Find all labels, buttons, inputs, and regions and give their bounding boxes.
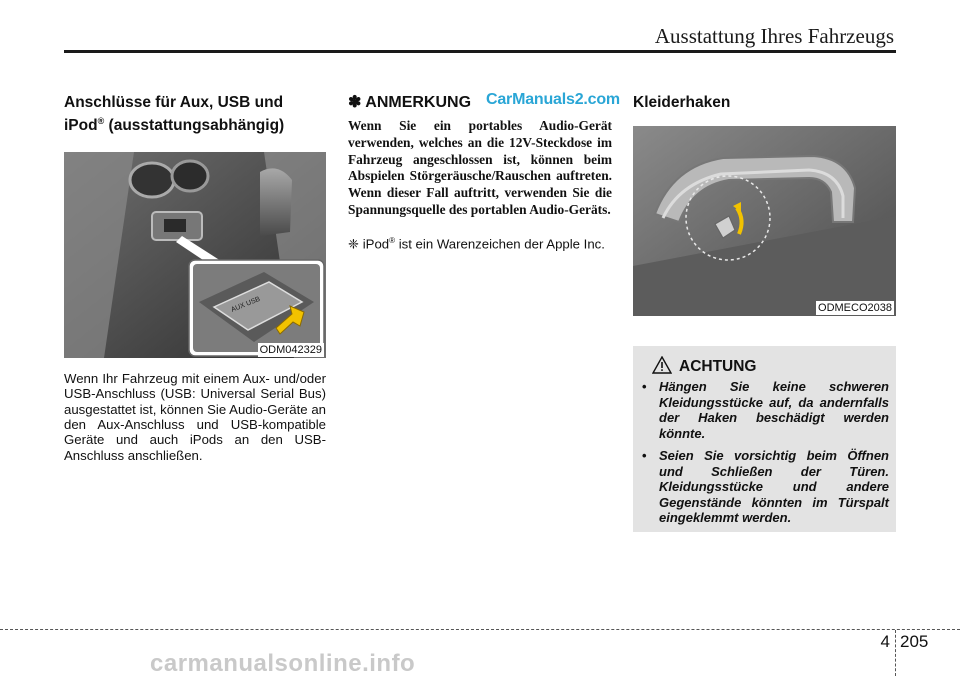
trademark-ipod: iPod xyxy=(362,236,390,252)
trademark-text: ist ein Warenzeichen der Apple Inc. xyxy=(395,236,605,252)
console-illustration xyxy=(64,152,326,358)
coat-hook-title: Kleiderhaken xyxy=(633,94,731,111)
caution-item: • Seien Sie vorsichtig beim Öffnen und Schließen der Türen. Kleidungsstücke und andere Gegenstände könnten im Türspalt eingeklemmt werden. xyxy=(641,448,889,526)
note-title xyxy=(348,91,620,112)
aux-usb-section xyxy=(64,94,326,476)
header-title: Ausstattung Ihres Fahrzeugs xyxy=(654,24,894,48)
coat-hook-section xyxy=(633,94,896,316)
trademark-reg-mark: ® xyxy=(389,235,396,245)
aux-usb-body: Wenn Ihr Fahrzeug mit einem Aux- und/oder USB-Anschluss (USB: Universal Serial Bus) ausgestattet ist, können Sie Audio-Geräte an den Aux-Anschluss und USB-kompatible Geräte und auch iPods an den USB-Anschluss anschließen. xyxy=(64,371,326,463)
carmanuals-watermark: CarManuals2.com xyxy=(486,91,620,108)
caution-title: ACHTUNG xyxy=(679,358,757,375)
ipod-trademark-note xyxy=(348,233,612,252)
caution-list xyxy=(641,379,889,533)
note-body: Wenn Sie ein portables Audio-Gerät verwenden, welches an die 12V-Steckdose im Fahrzeug angeschlossen ist, können beim Abspielen Störgeräusche/Rauschen auftreten. Wenn dieser Fall auftritt, verwenden Sie die Spannungsquelle des portablen Audio-Geräts. xyxy=(348,118,612,217)
carmanualsonline-watermark: carmanualsonline.info xyxy=(150,650,416,677)
coat-hook-image-code: ODMECO2038 xyxy=(818,302,892,314)
caution-box xyxy=(633,346,896,532)
header-rule xyxy=(64,50,896,53)
caution-item: • Hängen Sie keine schweren Kleidungsstücke auf, da andernfalls der Haken beschädigt werden könnte. xyxy=(641,379,889,441)
aux-usb-image-code: ODM042329 xyxy=(259,344,322,357)
aux-usb-photo xyxy=(64,152,326,358)
coat-hook-photo xyxy=(633,126,896,316)
aux-usb-title-rest: (ausstattungsabhängig) xyxy=(104,117,285,135)
registered-mark: ® xyxy=(97,116,105,126)
note-title-text: ANMERKUNG xyxy=(365,94,472,111)
chapter-number: 4 xyxy=(880,632,890,651)
aux-usb-title-ipod: iPod xyxy=(64,117,98,135)
aux-usb-title xyxy=(64,94,326,135)
trademark-symbol-icon: ❈ xyxy=(348,236,360,252)
warning-triangle-icon xyxy=(652,356,672,374)
aux-usb-title-line1: Anschlüsse für Aux, USB und xyxy=(64,94,284,111)
caution-header xyxy=(679,358,757,376)
aux-usb-port-label: AUX USB xyxy=(230,296,262,315)
page-number: 205 xyxy=(900,632,929,651)
footer-divider xyxy=(895,630,896,676)
footer-rule xyxy=(0,629,960,630)
note-section xyxy=(348,91,620,265)
note-symbol-icon: ✽ xyxy=(348,94,362,111)
coat-hook-illustration xyxy=(633,126,896,316)
